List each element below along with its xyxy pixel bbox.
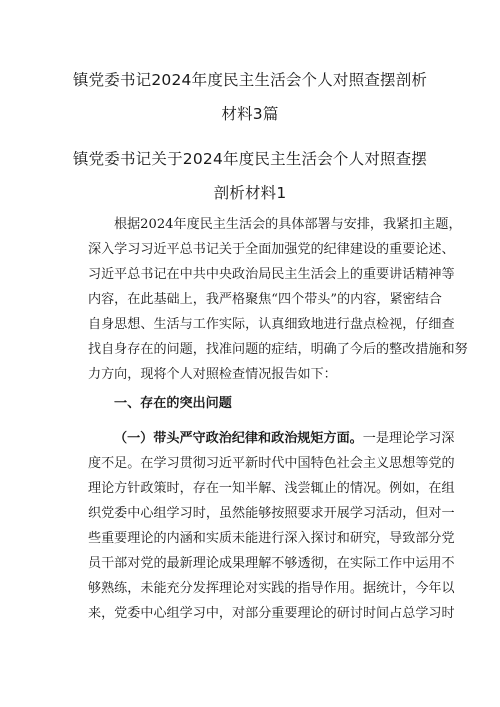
paragraph-2-line: 度不足。在学习贯彻习近平新时代中国特色社会主义思想等党的 (88, 456, 455, 471)
paragraph-2-line: 理论方针政策时，存在一知半解、浅尝辄止的情况。例如，在组 (88, 481, 455, 496)
paragraph-1-line: 根据2024年度民主生活会的具体部署与安排，我紧扣主题， (114, 217, 462, 232)
paragraph-1-line: 找自身存在的问题，找准问题的症结，明确了今后的整改措施和努 (88, 342, 468, 357)
paragraph-1-line: 深入学习习近平总书记关于全面加强党的纪律建设的重要论述、 (88, 242, 455, 257)
paragraph-2-line: 些重要理论的内涵和实质未能进行深入探讨和研究，导致部分党 (88, 531, 455, 546)
paragraph-2-line: 织党委中心组学习时，虽然能够按照要求开展学习活动，但对一 (88, 506, 455, 521)
paragraph-2-bold-lead: （一）带头严守政治纪律和政治规矩方面。 (114, 431, 363, 446)
paragraph-1-line: 自身思想、生活与工作实际，认真细致地进行盘点检视，仔细查 (88, 317, 455, 332)
paragraph-1-line: 内容，在此基础上，我严格聚焦“四个带头”的内容，紧密结合 (88, 292, 442, 307)
paragraph-1-line: 习近平总书记在中共中央政治局民主生活会上的重要讲话精神等 (88, 267, 455, 282)
paragraph-2-first-line (114, 430, 455, 447)
paragraph-2-line: 够熟练，未能充分发挥理论对实践的指导作用。据统计，今年以 (88, 581, 455, 596)
sub-title-line-2: 剖析材料1 (213, 184, 287, 202)
main-title-line-2: 材料3篇 (221, 105, 279, 123)
paragraph-1-line: 力方向，现将个人对照检查情况报告如下： (88, 367, 337, 382)
paragraph-2-line: 来，党委中心组学习中，对部分重要理论的研讨时间占总学习时 (88, 606, 455, 621)
section-heading: 一、存在的突出问题 (114, 396, 232, 411)
paragraph-2-first-rest: 一是理论学习深 (362, 431, 455, 446)
sub-title-line-1: 镇党委书记关于2024年度民主生活会个人对照查摆 (72, 150, 428, 168)
main-title-line-1: 镇党委书记2024年度民主生活会个人对照查摆剖析 (72, 71, 428, 89)
paragraph-2-line: 员干部对党的最新理论成果理解不够透彻，在实际工作中运用不 (88, 556, 455, 571)
